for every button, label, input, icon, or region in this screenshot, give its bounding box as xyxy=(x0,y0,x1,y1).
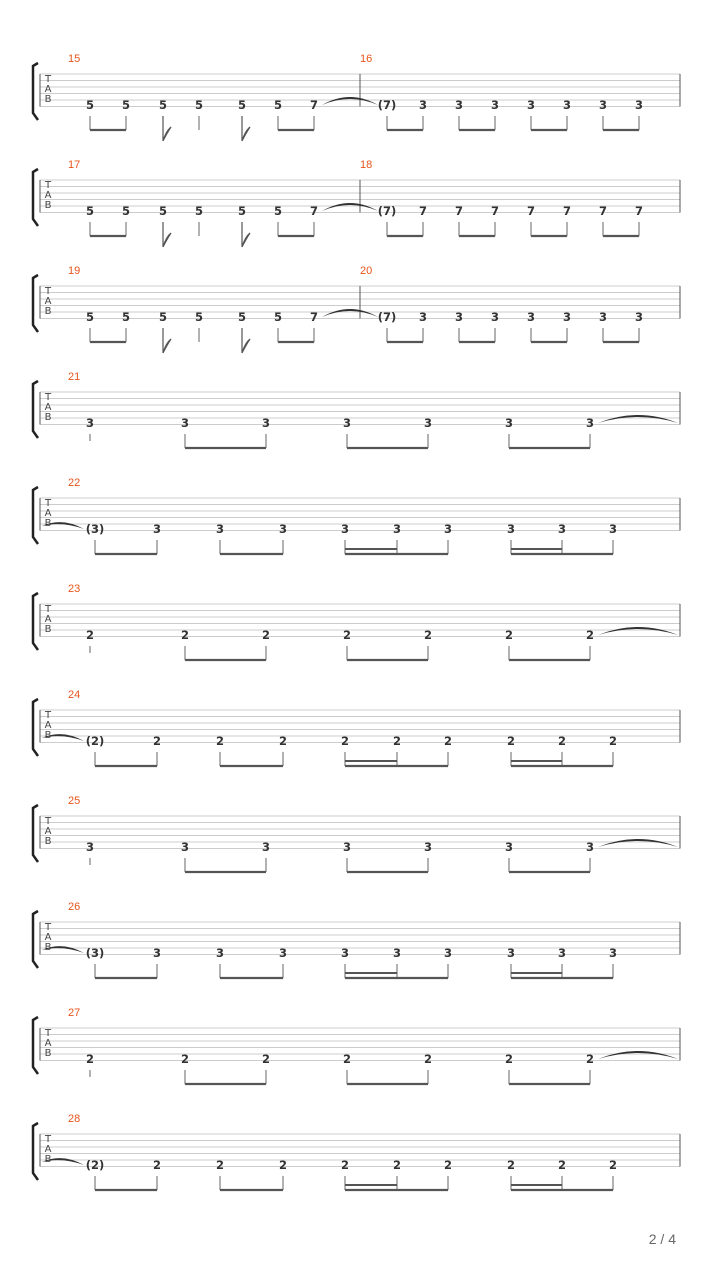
tie xyxy=(598,839,678,847)
tab-system xyxy=(33,795,680,872)
fret-number: 7 xyxy=(562,204,572,218)
fret-number: 2 xyxy=(504,1052,514,1066)
tab-clef-letter: A xyxy=(44,84,52,95)
tab-clef-letter: B xyxy=(44,1048,52,1059)
tab-system xyxy=(33,53,680,141)
fret-number: 5 xyxy=(85,98,95,112)
tab-clef-letter: B xyxy=(44,200,52,211)
tab-clef-letter: T xyxy=(44,604,52,615)
fret-number: 3 xyxy=(443,522,453,536)
fret-number: 5 xyxy=(85,204,95,218)
fret-number: 2 xyxy=(557,1158,567,1172)
tab-clef-letter: T xyxy=(44,74,52,85)
tab-clef-letter: T xyxy=(44,180,52,191)
tab-clef-letter: B xyxy=(44,624,52,635)
tie xyxy=(322,309,378,317)
measure-number: 22 xyxy=(68,477,81,489)
fret-number: 2 xyxy=(504,628,514,642)
fret-number: 3 xyxy=(392,946,402,960)
tab-clef-letter: T xyxy=(44,1134,52,1145)
fret-number: 3 xyxy=(562,310,572,324)
fret-number: 3 xyxy=(278,522,288,536)
tab-system xyxy=(33,371,680,448)
fret-number: 3 xyxy=(278,946,288,960)
fret-number: 3 xyxy=(557,946,567,960)
fret-number: 2 xyxy=(608,1158,618,1172)
flag xyxy=(242,116,250,141)
fret-number: (2) xyxy=(85,734,105,748)
fret-number: 3 xyxy=(392,522,402,536)
tab-clef-letter: A xyxy=(44,720,52,731)
fret-number: 2 xyxy=(340,734,350,748)
fret-number: 2 xyxy=(85,628,95,642)
tab-clef-letter: T xyxy=(44,392,52,403)
measure-number: 17 xyxy=(68,159,81,171)
tab-clef-letter: B xyxy=(44,942,52,953)
fret-number: 3 xyxy=(215,522,225,536)
tab-clef-letter: B xyxy=(44,836,52,847)
flag xyxy=(163,328,171,353)
tab-clef-letter: B xyxy=(44,1154,52,1165)
fret-number: 5 xyxy=(121,98,131,112)
fret-number: 3 xyxy=(340,522,350,536)
fret-number: 3 xyxy=(490,310,500,324)
measure-number: 24 xyxy=(68,689,81,701)
tab-clef-letter: T xyxy=(44,286,52,297)
fret-number: 2 xyxy=(392,734,402,748)
fret-number: 3 xyxy=(634,98,644,112)
fret-number: 2 xyxy=(215,1158,225,1172)
fret-number: 2 xyxy=(278,734,288,748)
fret-number: 2 xyxy=(608,734,618,748)
tab-system xyxy=(33,901,680,978)
fret-number: 3 xyxy=(180,840,190,854)
fret-number: 7 xyxy=(490,204,500,218)
fret-number: 3 xyxy=(180,416,190,430)
tab-clef-letter: B xyxy=(44,518,52,529)
measure-number: 19 xyxy=(68,265,81,277)
tab-clef-letter: B xyxy=(44,306,52,317)
fret-number: 3 xyxy=(340,946,350,960)
fret-number: 3 xyxy=(557,522,567,536)
fret-number: 3 xyxy=(215,946,225,960)
tab-clef-letter: B xyxy=(44,730,52,741)
flag xyxy=(242,222,250,247)
fret-number: (7) xyxy=(377,204,397,218)
fret-number: 2 xyxy=(557,734,567,748)
measure-number: 25 xyxy=(68,795,81,807)
tab-clef-letter: A xyxy=(44,508,52,519)
fret-number: 2 xyxy=(585,628,595,642)
fret-number: 5 xyxy=(237,310,247,324)
fret-number: 2 xyxy=(585,1052,595,1066)
fret-number: 3 xyxy=(261,840,271,854)
fret-number: 3 xyxy=(504,416,514,430)
fret-number: 3 xyxy=(85,840,95,854)
fret-number: 5 xyxy=(194,204,204,218)
measure-number: 27 xyxy=(68,1007,81,1019)
tab-clef-letter: A xyxy=(44,826,52,837)
fret-number: (7) xyxy=(377,310,397,324)
fret-number: 2 xyxy=(180,628,190,642)
system-bracket xyxy=(33,381,38,438)
tab-system xyxy=(33,689,680,766)
system-bracket xyxy=(33,1123,38,1180)
fret-number: 5 xyxy=(273,98,283,112)
fret-number: 2 xyxy=(506,1158,516,1172)
system-bracket xyxy=(33,63,38,120)
tab-clef-letter: T xyxy=(44,498,52,509)
tie xyxy=(322,203,378,211)
fret-number: 7 xyxy=(634,204,644,218)
measure-number: 26 xyxy=(68,901,81,913)
fret-number: 3 xyxy=(454,310,464,324)
system-bracket xyxy=(33,487,38,544)
fret-number: (3) xyxy=(85,522,105,536)
tab-system xyxy=(33,159,680,247)
fret-number: 5 xyxy=(237,98,247,112)
flag xyxy=(163,222,171,247)
fret-number: 3 xyxy=(454,98,464,112)
fret-number: 3 xyxy=(608,522,618,536)
fret-number: 3 xyxy=(598,310,608,324)
tab-system xyxy=(33,265,680,353)
page-number: 2 / 4 xyxy=(648,1231,676,1247)
fret-number: 3 xyxy=(585,416,595,430)
fret-number: 3 xyxy=(634,310,644,324)
fret-number: 5 xyxy=(194,98,204,112)
tie xyxy=(322,97,378,105)
fret-number: 7 xyxy=(309,310,319,324)
fret-number: 3 xyxy=(608,946,618,960)
fret-number: 2 xyxy=(340,1158,350,1172)
fret-number: 7 xyxy=(526,204,536,218)
fret-number: 3 xyxy=(562,98,572,112)
system-bracket xyxy=(33,275,38,332)
fret-number: (2) xyxy=(85,1158,105,1172)
fret-number: 5 xyxy=(121,310,131,324)
fret-number: 2 xyxy=(261,628,271,642)
system-bracket xyxy=(33,593,38,650)
tab-clef-letter: T xyxy=(44,922,52,933)
measure-number: 15 xyxy=(68,53,81,65)
tab-clef-letter: T xyxy=(44,710,52,721)
fret-number: 2 xyxy=(443,734,453,748)
tab-clef-letter: T xyxy=(44,816,52,827)
fret-number: 3 xyxy=(504,840,514,854)
tab-clef-letter: A xyxy=(44,190,52,201)
tab-system xyxy=(33,1007,680,1084)
system-bracket xyxy=(33,169,38,226)
tab-clef-letter: A xyxy=(44,932,52,943)
fret-number: 5 xyxy=(158,204,168,218)
fret-number: 3 xyxy=(342,416,352,430)
fret-number: 2 xyxy=(261,1052,271,1066)
fret-number: 3 xyxy=(152,522,162,536)
fret-number: 5 xyxy=(273,204,283,218)
fret-number: 5 xyxy=(158,98,168,112)
fret-number: 3 xyxy=(418,310,428,324)
fret-number: 3 xyxy=(526,98,536,112)
fret-number: 2 xyxy=(423,628,433,642)
tab-clef-letter: A xyxy=(44,296,52,307)
tie xyxy=(598,1051,678,1059)
tab-system xyxy=(33,583,680,660)
fret-number: 3 xyxy=(423,416,433,430)
fret-number: 5 xyxy=(273,310,283,324)
fret-number: 5 xyxy=(237,204,247,218)
fret-number: 2 xyxy=(215,734,225,748)
fret-number: 7 xyxy=(418,204,428,218)
fret-number: 3 xyxy=(418,98,428,112)
fret-number: 2 xyxy=(443,1158,453,1172)
tab-clef-letter: A xyxy=(44,614,52,625)
fret-number: 2 xyxy=(392,1158,402,1172)
fret-number: 3 xyxy=(342,840,352,854)
fret-number: 2 xyxy=(152,734,162,748)
fret-number: 3 xyxy=(585,840,595,854)
measure-number: 20 xyxy=(360,265,373,277)
system-bracket xyxy=(33,1017,38,1074)
measure-number: 21 xyxy=(68,371,81,383)
fret-number: 2 xyxy=(506,734,516,748)
fret-number: 3 xyxy=(506,946,516,960)
fret-number: 7 xyxy=(309,204,319,218)
fret-number: 3 xyxy=(423,840,433,854)
tab-clef-letter: B xyxy=(44,94,52,105)
system-bracket xyxy=(33,699,38,756)
measure-number: 16 xyxy=(360,53,373,65)
fret-number: 3 xyxy=(443,946,453,960)
tab-clef-letter: T xyxy=(44,1028,52,1039)
measure-number: 18 xyxy=(360,159,373,171)
tie xyxy=(598,627,678,635)
measure-number: 23 xyxy=(68,583,81,595)
fret-number: 2 xyxy=(342,628,352,642)
fret-number: 5 xyxy=(194,310,204,324)
fret-number: 3 xyxy=(490,98,500,112)
tab-clef-letter: A xyxy=(44,402,52,413)
tab-clef-letter: A xyxy=(44,1144,52,1155)
fret-number: 2 xyxy=(85,1052,95,1066)
fret-number: 3 xyxy=(526,310,536,324)
tab-system xyxy=(33,1113,680,1190)
fret-number: 2 xyxy=(342,1052,352,1066)
tie xyxy=(598,415,678,423)
fret-number: 5 xyxy=(121,204,131,218)
fret-number: 5 xyxy=(85,310,95,324)
tab-system xyxy=(33,477,680,554)
fret-number: (3) xyxy=(85,946,105,960)
flag xyxy=(163,116,171,141)
fret-number: 7 xyxy=(309,98,319,112)
fret-number: 2 xyxy=(423,1052,433,1066)
system-bracket xyxy=(33,805,38,862)
fret-number: 2 xyxy=(152,1158,162,1172)
flag xyxy=(242,328,250,353)
system-bracket xyxy=(33,911,38,968)
fret-number: 3 xyxy=(85,416,95,430)
tab-clef-letter: A xyxy=(44,1038,52,1049)
fret-number: 3 xyxy=(261,416,271,430)
fret-number: 3 xyxy=(598,98,608,112)
fret-number: 7 xyxy=(598,204,608,218)
fret-number: 7 xyxy=(454,204,464,218)
fret-number: (7) xyxy=(377,98,397,112)
measure-number: 28 xyxy=(68,1113,81,1125)
fret-number: 2 xyxy=(180,1052,190,1066)
fret-number: 3 xyxy=(506,522,516,536)
fret-number: 3 xyxy=(152,946,162,960)
fret-number: 2 xyxy=(278,1158,288,1172)
fret-number: 5 xyxy=(158,310,168,324)
tab-clef-letter: B xyxy=(44,412,52,423)
